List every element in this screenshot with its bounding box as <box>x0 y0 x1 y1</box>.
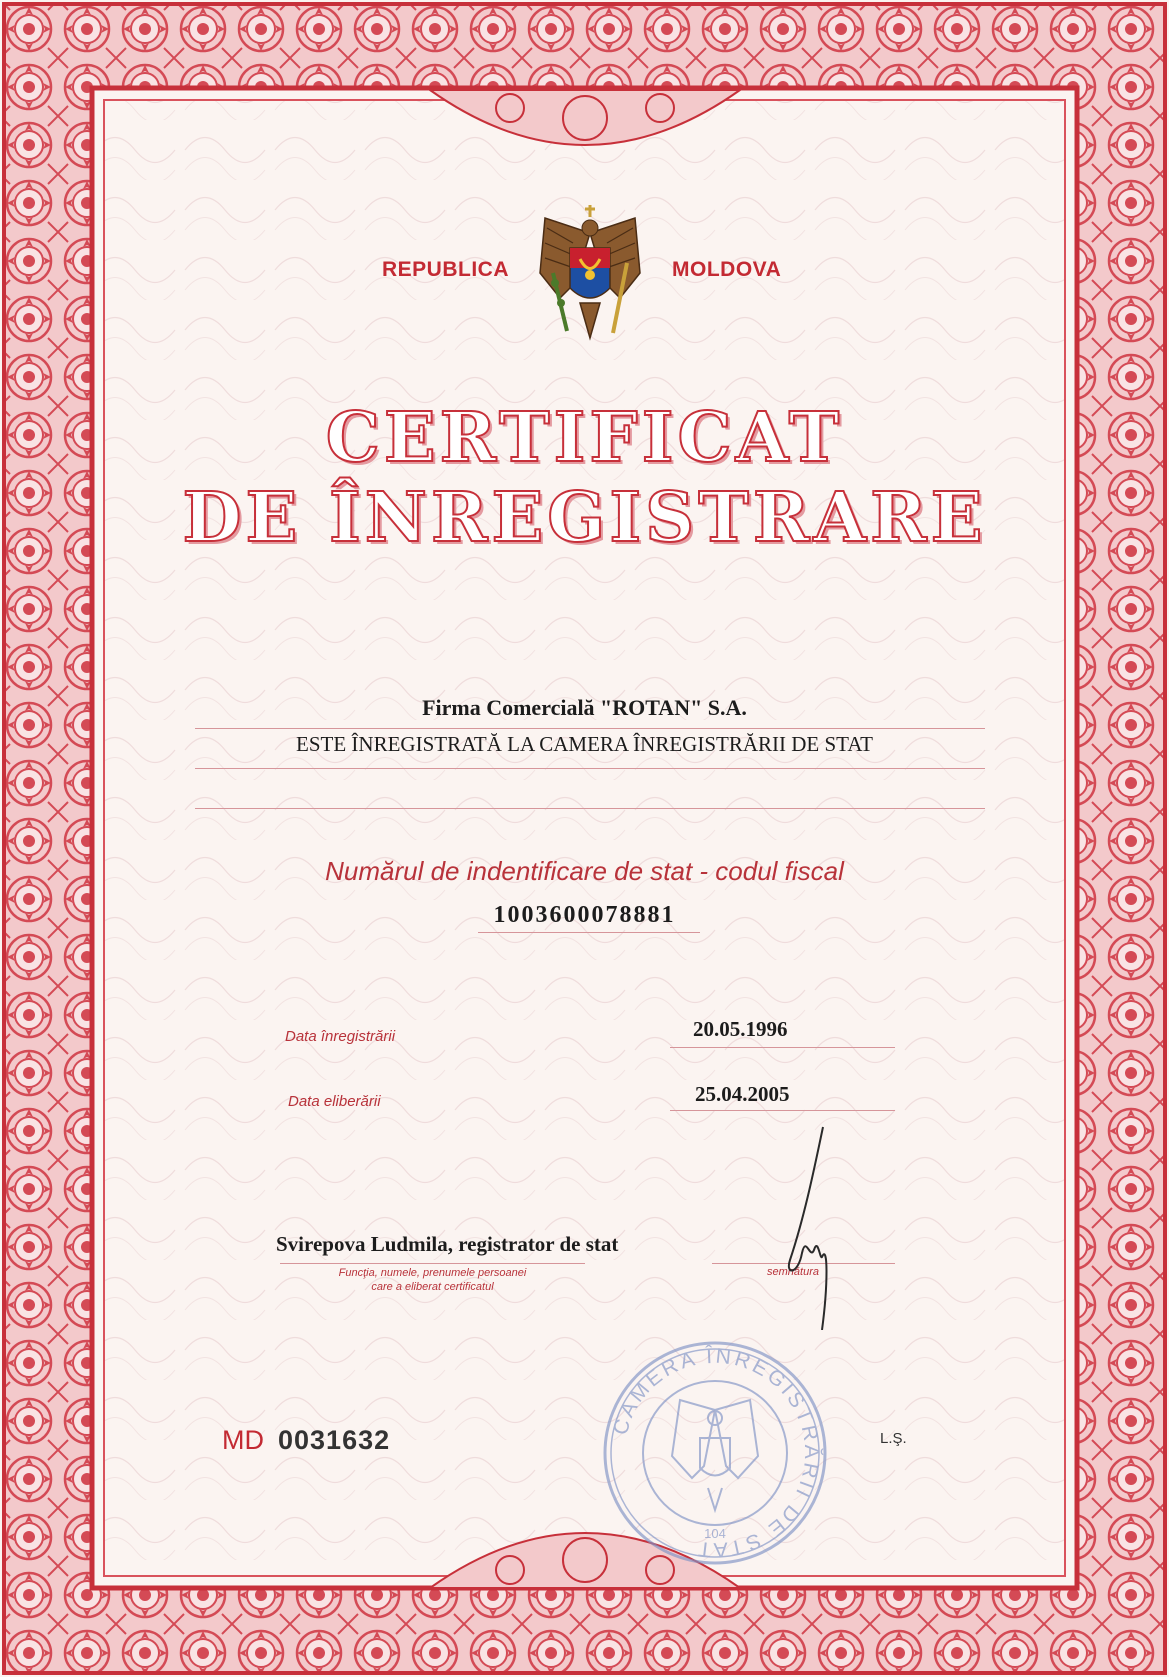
serial-value: 0031632 <box>278 1425 391 1455</box>
rule <box>195 768 985 769</box>
signature-mark <box>770 1125 850 1330</box>
issue-date-label: Data eliberării <box>288 1093 381 1110</box>
registrar-caption-line1: Funcţia, numele, prenumele persoanei <box>338 1267 527 1279</box>
country-name-left: REPUBLICA <box>382 258 510 281</box>
certificate-title-line2: DE ÎNREGISTRARE <box>182 478 987 558</box>
registration-date-value: 20.05.1996 <box>693 1017 788 1041</box>
fiscal-code-label: Numărul de indentificare de stat - codul fiscal <box>325 856 844 886</box>
seal-number: 104 <box>704 1526 726 1541</box>
rule <box>670 1047 895 1048</box>
registrar-caption <box>280 1266 585 1294</box>
registrar-name: Svirepova Ludmila, registrator de stat <box>276 1232 619 1256</box>
fiscal-code-value: 1003600078881 <box>493 902 676 928</box>
seal-ring-text: CAMERA ÎNREGISTRĂRII DE STAT <box>608 1344 824 1562</box>
company-name: Firma Comercială "ROTAN" S.A. <box>422 695 747 720</box>
rule <box>478 932 700 933</box>
issue-date-value: 25.04.2005 <box>695 1082 790 1106</box>
serial-number <box>222 1425 390 1456</box>
certificate-title-line1: CERTIFICAT <box>325 398 844 478</box>
rule <box>195 728 985 729</box>
country-name-right: MOLDOVA <box>672 258 782 281</box>
rule <box>670 1110 895 1111</box>
registrar-caption-line2: care a eliberat certificatul <box>371 1281 494 1293</box>
official-seal-icon <box>600 1338 830 1568</box>
registration-date-label: Data înregistrării <box>285 1028 396 1045</box>
signature-caption: semnătura <box>767 1266 819 1278</box>
rule <box>195 808 985 809</box>
rule <box>280 1263 585 1264</box>
seal-place-mark: L.Ş. <box>880 1430 907 1447</box>
registration-statement: ESTE ÎNREGISTRATĂ LA CAMERA ÎNREGISTRĂRII DE STAT <box>296 732 873 756</box>
moldova-coat-of-arms-icon <box>535 203 645 345</box>
serial-prefix: MD <box>222 1425 264 1455</box>
